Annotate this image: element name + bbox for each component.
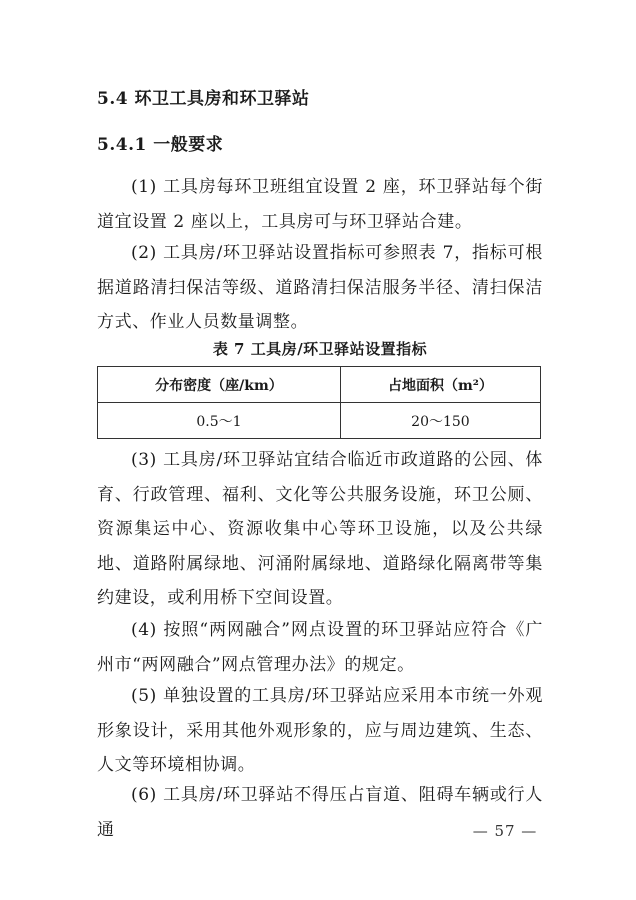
table-header-row: [98, 367, 541, 403]
table-cell: 0.5～1: [98, 403, 341, 439]
table-header-cell: 占地面积（m²）: [340, 367, 540, 403]
indicator-table: [97, 366, 541, 439]
page-number: — 57 —: [472, 822, 538, 840]
subsection-heading: 5.4.1 一般要求: [97, 135, 224, 155]
section-heading: 5.4 环卫工具房和环卫驿站: [97, 89, 310, 109]
table-row: [98, 403, 541, 439]
paragraph-6: (6) 工具房/环卫驿站不得压占盲道、阻碍车辆或行人通: [97, 785, 543, 840]
paragraph-4: (4) 按照“两网融合”网点设置的环卫驿站应符合《广州市“两网融合”网点管理办法》的规定。: [97, 620, 543, 675]
table-header-cell: 分布密度（座/km）: [98, 367, 341, 403]
paragraph-5: (5) 单独设置的工具房/环卫驿站应采用本市统一外观形象设计，采用其他外观形象的，应与周边建筑、生态、人文等环境相协调。: [97, 686, 543, 775]
paragraph-3: (3) 工具房/环卫驿站宜结合临近市政道路的公园、体育、行政管理、福利、文化等公共服务设施，环卫公厕、资源集运中心、资源收集中心等环卫设施，以及公共绿地、道路附属绿地、河涌附属绿地、道路绿化隔离带等集约建设，或利用桥下空间设置。: [97, 450, 543, 608]
table-caption: 表 7 工具房/环卫驿站设置指标: [212, 340, 428, 358]
paragraph-1: (1) 工具房每环卫班组宜设置 2 座，环卫驿站每个街道宜设置 2 座以上，工具房可与环卫驿站合建。: [97, 177, 543, 232]
table-cell: 20～150: [340, 403, 540, 439]
paragraph-2: (2) 工具房/环卫驿站设置指标可参照表 7，指标可根据道路清扫保洁等级、道路清扫保洁服务半径、清扫保洁方式、作业人员数量调整。: [97, 243, 543, 332]
